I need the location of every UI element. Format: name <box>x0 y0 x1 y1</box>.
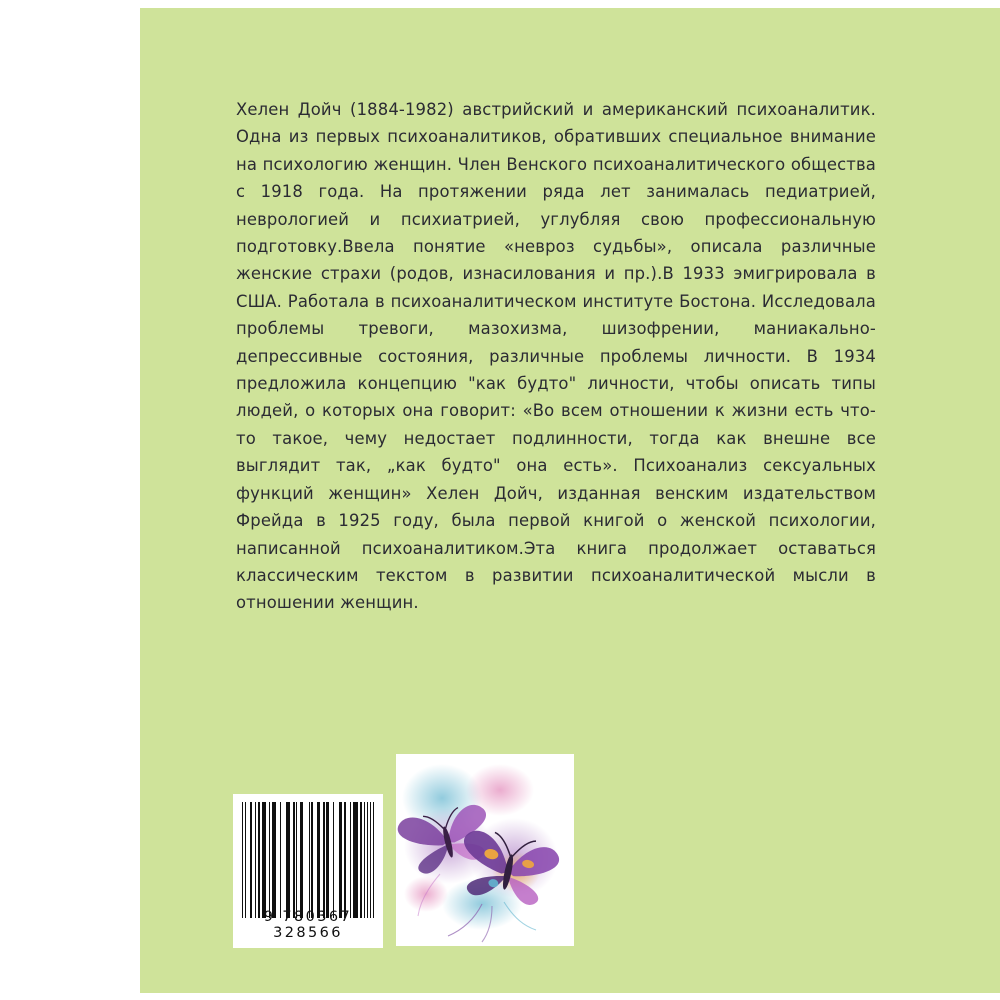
barcode-number: 9 780367 328566 <box>263 909 353 941</box>
blurb-text-block <box>236 96 876 617</box>
blurb-paragraph: Хелен Дойч (1884-1982) австрийский и американский психоаналитик. Одна из первых психоаналитиков, обративших специальное внимание на психологию женщин. Член Венского психоаналитического общества с 1918 года. На протяжении ряда лет занималась педиатрией, неврологией и психиатрией, углубляя свою профессиональную подготовку.Ввела понятие «невроз судьбы», описала различные женские страхи (родов, изнасилования и пр.).В 1933 эмигрировала в США. Работала в психоаналитическом институте Бостона. Исследовала проблемы тревоги, мазохизма, шизофрении, маниакально-депрессивные состояния, различные проблемы личности. В 1934 предложила концепцию "как будто" личности, чтобы описать типы людей, о которых она говорит: «Во всем отношении к жизни есть что-то такое, чему недостает подлинности, тогда как внешне все выглядит так, „как будто" она есть». Психоанализ сексуальных функций женщин» Хелен Дойч, изданная венским издательством Фрейда в 1925 году, была первой книгой о женской психологии, написанной психоаналитиком.Эта книга продолжает оставаться классическим текстом в развитии психоаналитической мысли в отношении женщин. <box>236 100 876 613</box>
barcode-block <box>233 794 383 948</box>
barcode-icon <box>242 802 374 918</box>
cover-panel <box>140 8 1000 993</box>
butterflies-watercolor-illustration <box>396 754 574 946</box>
